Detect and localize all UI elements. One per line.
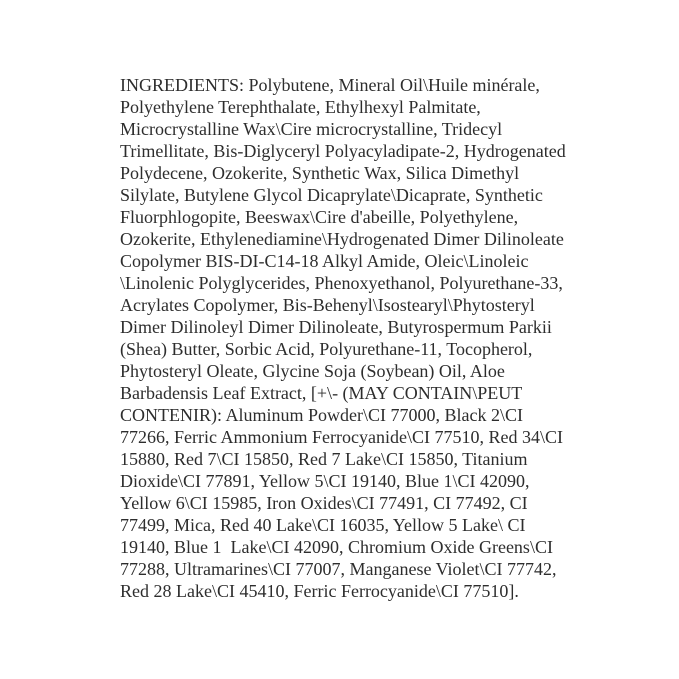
ingredients-line: Copolymer BIS-DI-C14-18 Alkyl Amide, Oleic\Linoleic — [120, 251, 529, 271]
ingredients-line: Trimellitate, Bis-Diglyceryl Polyacyladipate-2, Hydrogenated — [120, 141, 566, 161]
ingredients-line: 77266, Ferric Ammonium Ferrocyanide\CI 77510, Red 34\CI — [120, 427, 563, 447]
ingredients-line: Dioxide\CI 77891, Yellow 5\CI 19140, Blue 1\CI 42090, — [120, 471, 530, 491]
ingredients-line: Microcrystalline Wax\Cire microcrystalline, Tridecyl — [120, 119, 503, 139]
ingredients-line: Dimer Dilinoleyl Dimer Dilinoleate, Butyrospermum Parkii — [120, 317, 552, 337]
ingredients-line: Phytosteryl Oleate, Glycine Soja (Soybean) Oil, Aloe — [120, 361, 505, 381]
ingredients-line: Red 28 Lake\CI 45410, Ferric Ferrocyanide\CI 77510]. — [120, 581, 519, 601]
ingredients-line: Ozokerite, Ethylenediamine\Hydrogenated Dimer Dilinoleate — [120, 229, 564, 249]
ingredients-line: \Linolenic Polyglycerides, Phenoxyethanol, Polyurethane-33, — [120, 273, 563, 293]
ingredients-line: Fluorphlogopite, Beeswax\Cire d'abeille, Polyethylene, — [120, 207, 519, 227]
ingredients-line: 19140, Blue 1 Lake\CI 42090, Chromium Oxide Greens\CI — [120, 537, 553, 557]
ingredients-line: Barbadensis Leaf Extract, [+\- (MAY CONTAIN\PEUT — [120, 383, 523, 403]
ingredients-text-block — [120, 74, 590, 602]
ingredients-line: 77499, Mica, Red 40 Lake\CI 16035, Yellow 5 Lake\ CI — [120, 515, 526, 535]
ingredients-line: (Shea) Butter, Sorbic Acid, Polyurethane-11, Tocopherol, — [120, 339, 533, 359]
ingredients-line: Yellow 6\CI 15985, Iron Oxides\CI 77491, CI 77492, CI — [120, 493, 528, 513]
ingredients-line: 77288, Ultramarines\CI 77007, Manganese Violet\CI 77742, — [120, 559, 557, 579]
ingredients-line: Acrylates Copolymer, Bis-Behenyl\Isostearyl\Phytosteryl — [120, 295, 535, 315]
ingredients-line: INGREDIENTS: Polybutene, Mineral Oil\Huile minérale, — [120, 75, 540, 95]
ingredients-line: CONTENIR): Aluminum Powder\CI 77000, Black 2\CI — [120, 405, 523, 425]
ingredients-line: Polydecene, Ozokerite, Synthetic Wax, Silica Dimethyl — [120, 163, 520, 183]
ingredients-line: Silylate, Butylene Glycol Dicaprylate\Dicaprate, Synthetic — [120, 185, 543, 205]
ingredients-line: 15880, Red 7\CI 15850, Red 7 Lake\CI 15850, Titanium — [120, 449, 528, 469]
ingredients-line: Polyethylene Terephthalate, Ethylhexyl Palmitate, — [120, 97, 481, 117]
